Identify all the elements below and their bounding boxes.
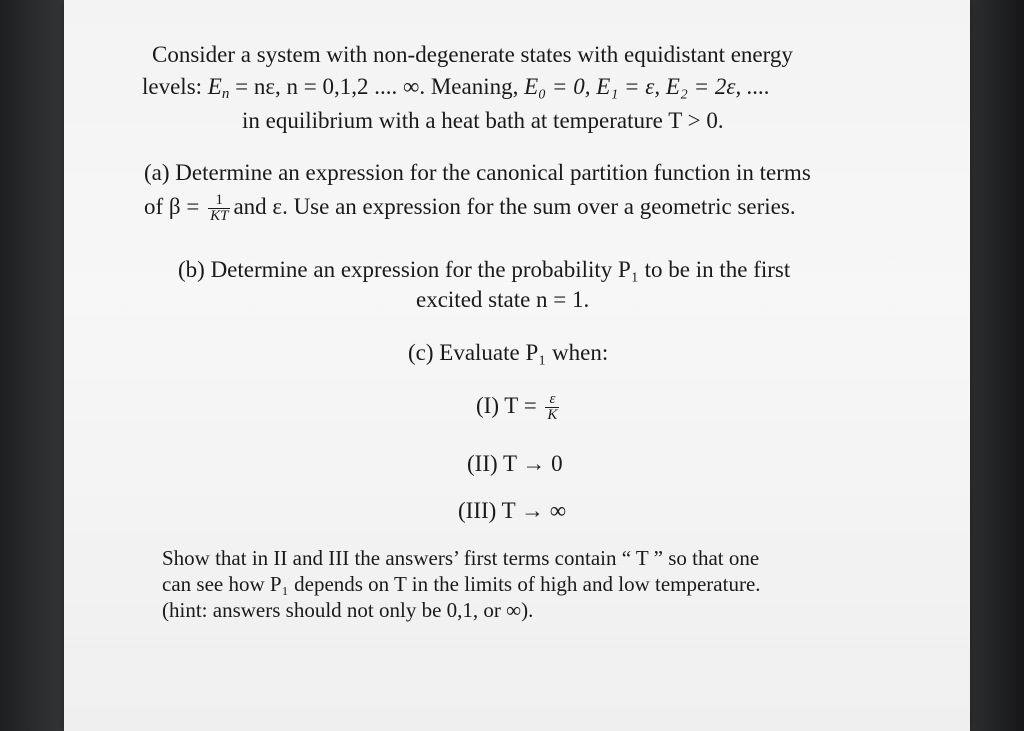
note-line-3: (hint: answers should not only be 0,1, or ∞). bbox=[162, 598, 534, 622]
item-1-label: (I) T = bbox=[476, 393, 543, 418]
part-c-item-1 bbox=[476, 392, 562, 423]
part-c-item-2: (II) T → 0 bbox=[467, 451, 563, 476]
beta-numerator: 1 bbox=[208, 193, 230, 209]
energy-symbol: E bbox=[207, 74, 222, 99]
beta-denominator: KT bbox=[210, 208, 229, 225]
part-b-line-1: (b) Determine an expression for the probability P₁ to be in the first bbox=[178, 257, 791, 282]
part-b-line-2: excited state n = 1. bbox=[416, 287, 590, 312]
intro-line-3: in equilibrium with a heat bath at temperature T > 0. bbox=[242, 108, 724, 133]
note-line-2: can see how P₁ depends on T in the limits of high and low temperature. bbox=[162, 572, 761, 596]
part-a-rest: and ε. Use an expression for the sum over a geometric series. bbox=[233, 194, 796, 219]
intro-line-1: Consider a system with non-degenerate states with equidistant energy bbox=[152, 42, 793, 67]
part-a-beta-label: of β = bbox=[144, 194, 206, 219]
beta-fraction bbox=[208, 193, 230, 224]
note-line-1: Show that in II and III the answers’ first terms contain “ T ” so that one bbox=[162, 546, 760, 570]
part-c-line-1: (c) Evaluate P₁ when: bbox=[408, 340, 609, 365]
paper-sheet bbox=[64, 0, 970, 731]
part-a-line-2 bbox=[144, 193, 796, 224]
intro-levels-label: levels: bbox=[142, 74, 208, 99]
energy-definition: = nε, n = 0,1,2 .... ∞. Meaning, bbox=[229, 74, 525, 99]
intro-line-2 bbox=[142, 73, 770, 101]
item-1-fraction bbox=[545, 392, 559, 423]
energy-subscript: n bbox=[221, 86, 230, 102]
part-c-item-3: (III) T → ∞ bbox=[458, 498, 567, 523]
energy-meaning: E₀ = 0, E₁ = ε, E₂ = 2ε, .... bbox=[524, 74, 770, 99]
item-1-numerator: ε bbox=[545, 392, 559, 408]
part-a-line-1: (a) Determine an expression for the canonical partition function in terms bbox=[144, 160, 811, 185]
item-1-denominator: K bbox=[547, 407, 558, 424]
